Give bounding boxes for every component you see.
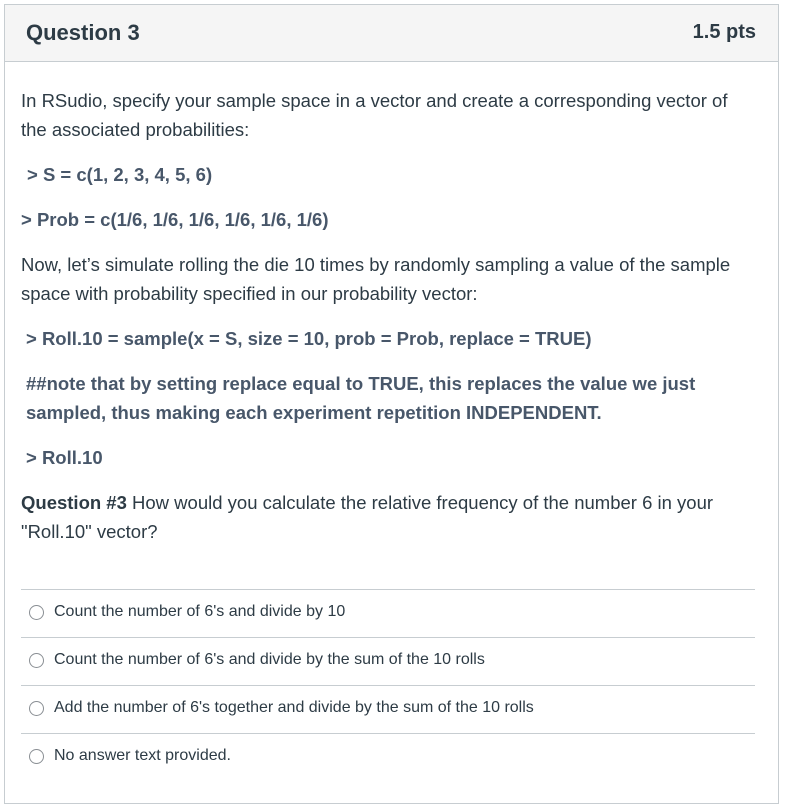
question-header — [5, 5, 778, 62]
answer-option[interactable] — [21, 733, 755, 781]
answer-option[interactable] — [21, 685, 755, 733]
answer-option[interactable] — [21, 589, 755, 637]
code-sample-space: > S = c(1, 2, 3, 4, 5, 6) — [27, 164, 213, 185]
answer-label[interactable]: Count the number of 6's and divide by 10 — [54, 603, 346, 620]
simulate-text: Now, let’s simulate rolling the die 10 times by randomly sampling a value of the sample space with probability specified in our probability vector: — [21, 254, 731, 304]
question-label: Question #3 — [21, 492, 127, 513]
note-text: ##note that by setting replace equal to TRUE, this replaces the value we just sampled, thus making each experiment repetition INDEPENDENT. — [26, 373, 696, 423]
radio-button[interactable] — [29, 749, 44, 764]
question-body — [21, 86, 756, 546]
answer-label[interactable]: Count the number of 6's and divide by the sum of the 10 rolls — [54, 651, 485, 668]
answer-label[interactable]: No answer text provided. — [54, 747, 231, 764]
intro-text: In RSudio, specify your sample space in a vector and create a corresponding vector of the associated probabilities: — [21, 90, 728, 140]
question-title: Question 3 — [26, 20, 140, 45]
radio-button[interactable] — [29, 701, 44, 716]
answer-option[interactable] — [21, 637, 755, 685]
radio-button[interactable] — [29, 653, 44, 668]
question-text: How would you calculate the relative frequency of the number 6 in your "Roll.10" vector? — [21, 492, 714, 542]
code-probabilities: > Prob = c(1/6, 1/6, 1/6, 1/6, 1/6, 1/6) — [21, 209, 329, 230]
question-prompt — [21, 488, 756, 546]
code-print-roll: > Roll.10 — [26, 447, 103, 468]
answer-label[interactable]: Add the number of 6's together and divide by the sum of the 10 rolls — [54, 699, 534, 716]
code-roll: > Roll.10 = sample(x = S, size = 10, prob = Prob, replace = TRUE) — [26, 328, 592, 349]
radio-button[interactable] — [29, 605, 44, 620]
question-points: 1.5 pts — [692, 21, 756, 43]
answer-list — [21, 589, 755, 781]
